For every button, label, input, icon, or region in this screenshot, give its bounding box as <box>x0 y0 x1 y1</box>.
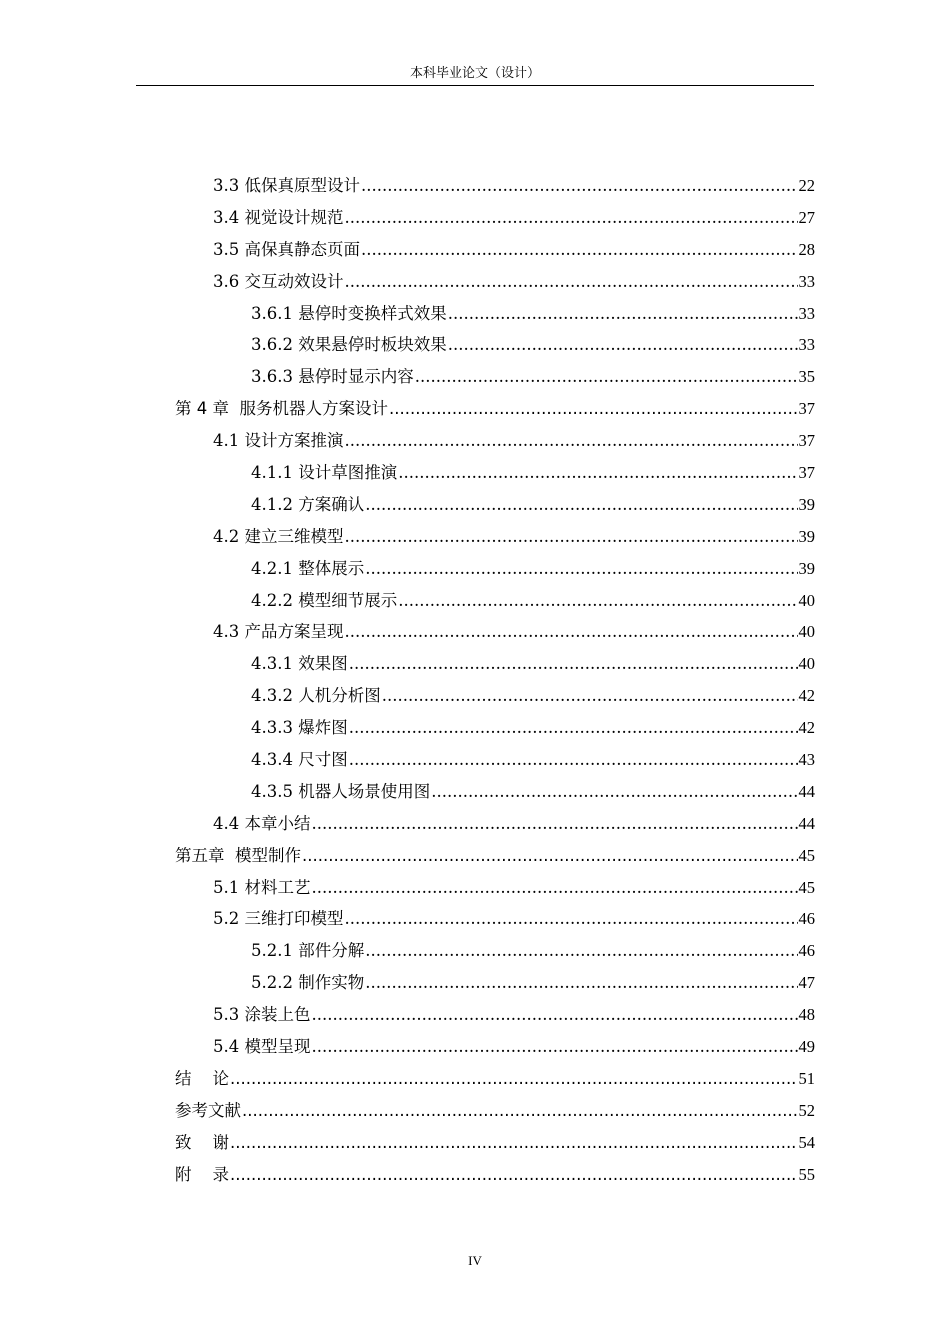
toc-dot-leader <box>365 967 797 999</box>
toc-entry-page: 37 <box>798 399 815 419</box>
toc-entry-label: 4.2.1 整体展示 <box>251 558 365 578</box>
toc-entry-page: 40 <box>798 590 815 610</box>
toc-dot-leader <box>230 1159 798 1191</box>
toc-dot-leader <box>365 935 797 967</box>
toc-dot-leader <box>345 903 798 935</box>
toc-entry[interactable] <box>175 903 815 935</box>
toc-entry-label: 3.6 交互动效设计 <box>213 271 344 291</box>
toc-dot-leader <box>398 585 797 617</box>
toc-entry[interactable] <box>175 298 815 330</box>
toc-entry-page: 44 <box>798 813 815 833</box>
toc-entry[interactable] <box>175 266 815 298</box>
toc-dot-leader <box>312 808 798 840</box>
toc-entry-label: 参考文献 <box>175 1100 241 1120</box>
toc-entry-label: 5.2.1 部件分解 <box>251 941 365 961</box>
toc-entry[interactable] <box>175 840 815 872</box>
toc-entry[interactable] <box>175 1127 815 1159</box>
toc-entry-page: 46 <box>798 909 815 929</box>
toc-entry-label: 5.2 三维打印模型 <box>213 909 344 929</box>
toc-entry-page: 39 <box>798 526 815 546</box>
toc-dot-leader <box>345 425 798 457</box>
toc-entry-label: 4.1.1 设计草图推演 <box>251 463 398 483</box>
toc-dot-leader <box>230 1063 798 1095</box>
toc-entry[interactable] <box>175 521 815 553</box>
toc-entry[interactable] <box>175 170 815 202</box>
toc-dot-leader <box>398 457 797 489</box>
toc-entry-label: 3.4 视觉设计规范 <box>213 207 344 227</box>
toc-entry-label: 5.2.2 制作实物 <box>251 973 365 993</box>
toc-dot-leader <box>345 616 798 648</box>
toc-entry-page: 39 <box>798 494 815 514</box>
toc-entry-page: 42 <box>798 718 815 738</box>
toc-entry-label: 4.1.2 方案确认 <box>251 494 365 514</box>
toc-entry-label: 4.3.4 尺寸图 <box>251 750 348 770</box>
toc-entry-page: 45 <box>798 877 815 897</box>
toc-entry-label: 第五章 模型制作 <box>175 845 301 865</box>
toc-entry[interactable] <box>175 776 815 808</box>
toc-entry-page: 48 <box>798 1005 815 1025</box>
toc-entry-label: 4.3.1 效果图 <box>251 654 348 674</box>
toc-entry[interactable] <box>175 1095 815 1127</box>
toc-entry-page: 51 <box>798 1068 815 1088</box>
toc-entry[interactable] <box>175 999 815 1031</box>
toc-entry-label: 4.2 建立三维模型 <box>213 526 344 546</box>
toc-dot-leader <box>448 298 798 330</box>
toc-dot-leader <box>415 361 798 393</box>
toc-entry[interactable] <box>175 935 815 967</box>
toc-entry-label: 5.1 材料工艺 <box>213 877 311 897</box>
toc-entry-page: 46 <box>798 941 815 961</box>
toc-dot-leader <box>345 202 798 234</box>
toc-entry-page: 37 <box>798 463 815 483</box>
toc-entry-label: 3.3 低保真原型设计 <box>213 176 360 195</box>
toc-entry-label: 3.6.2 效果悬停时板块效果 <box>251 335 447 355</box>
toc-entry-page: 27 <box>798 207 815 227</box>
toc-entry-page: 39 <box>798 558 815 578</box>
toc-dot-leader <box>361 234 798 266</box>
toc-entry[interactable] <box>175 329 815 361</box>
toc-entry-page: 43 <box>798 750 815 770</box>
toc-entry-label: 4.3.5 机器人场景使用图 <box>251 781 431 801</box>
toc-dot-leader <box>349 712 798 744</box>
toc-entry-label: 4.1 设计方案推演 <box>213 431 344 451</box>
toc-dot-leader <box>365 489 797 521</box>
page-number: IV <box>468 1253 482 1268</box>
header-rule <box>136 85 814 86</box>
toc-entry-page: 54 <box>798 1132 815 1152</box>
table-of-contents <box>175 170 815 1191</box>
toc-entry-label: 第 4 章 服务机器人方案设计 <box>175 399 388 419</box>
toc-entry-page: 22 <box>798 176 815 195</box>
toc-entry-page: 52 <box>798 1100 815 1120</box>
toc-dot-leader <box>242 1095 798 1127</box>
toc-entry[interactable] <box>175 1031 815 1063</box>
toc-dot-leader <box>312 999 798 1031</box>
toc-entry-label: 3.6.1 悬停时变换样式效果 <box>251 303 447 323</box>
toc-entry-label: 4.3.2 人机分析图 <box>251 686 381 706</box>
toc-entry-label: 5.3 涂装上色 <box>213 1005 311 1025</box>
toc-entry-page: 40 <box>798 622 815 642</box>
toc-entry-label: 结 论 <box>175 1068 229 1088</box>
toc-entry-label: 4.3 产品方案呈现 <box>213 622 344 642</box>
toc-entry[interactable] <box>175 744 815 776</box>
toc-entry-page: 37 <box>798 431 815 451</box>
toc-entry[interactable] <box>175 393 815 425</box>
toc-entry-page: 45 <box>798 845 815 865</box>
toc-entry[interactable] <box>175 1159 815 1191</box>
toc-dot-leader <box>382 680 798 712</box>
running-header: 本科毕业论文（设计） <box>409 66 540 81</box>
toc-dot-leader <box>361 170 798 202</box>
toc-entry[interactable] <box>175 712 815 744</box>
toc-dot-leader <box>345 266 798 298</box>
toc-entry[interactable] <box>175 234 815 266</box>
toc-entry-label: 致 谢 <box>175 1132 229 1152</box>
toc-entry[interactable] <box>175 616 815 648</box>
toc-entry-page: 33 <box>798 335 815 355</box>
toc-entry-page: 55 <box>798 1164 815 1184</box>
toc-entry[interactable] <box>175 202 815 234</box>
toc-entry-page: 40 <box>798 654 815 674</box>
toc-entry[interactable] <box>175 872 815 904</box>
toc-entry-label: 3.6.3 悬停时显示内容 <box>251 367 414 387</box>
toc-entry-label: 附 录 <box>175 1164 229 1184</box>
toc-entry[interactable] <box>175 680 815 712</box>
toc-dot-leader <box>312 1031 798 1063</box>
toc-entry-page: 33 <box>798 303 815 323</box>
toc-entry-page: 44 <box>798 781 815 801</box>
toc-entry[interactable] <box>175 967 815 999</box>
toc-dot-leader <box>389 393 798 425</box>
toc-entry-page: 47 <box>798 973 815 993</box>
toc-entry-page: 28 <box>798 239 815 259</box>
toc-dot-leader <box>302 840 798 872</box>
toc-entry[interactable] <box>175 489 815 521</box>
toc-dot-leader <box>349 744 798 776</box>
toc-entry[interactable] <box>175 425 815 457</box>
toc-entry-label: 4.4 本章小结 <box>213 813 311 833</box>
toc-dot-leader <box>345 521 798 553</box>
toc-entry-page: 35 <box>798 367 815 387</box>
toc-dot-leader <box>431 776 797 808</box>
toc-entry[interactable] <box>175 808 815 840</box>
toc-entry[interactable] <box>175 648 815 680</box>
toc-entry-page: 42 <box>798 686 815 706</box>
toc-entry-label: 4.3.3 爆炸图 <box>251 718 348 738</box>
toc-entry[interactable] <box>175 1063 815 1095</box>
toc-entry-page: 33 <box>798 271 815 291</box>
toc-entry[interactable] <box>175 553 815 585</box>
toc-entry-page: 49 <box>798 1037 815 1057</box>
toc-entry[interactable] <box>175 361 815 393</box>
toc-entry-label: 3.5 高保真静态页面 <box>213 239 360 259</box>
toc-dot-leader <box>230 1127 798 1159</box>
toc-entry-label: 4.2.2 模型细节展示 <box>251 590 398 610</box>
toc-dot-leader <box>365 553 797 585</box>
toc-dot-leader <box>312 872 798 904</box>
toc-entry[interactable] <box>175 457 815 489</box>
toc-entry[interactable] <box>175 585 815 617</box>
toc-entry-label: 5.4 模型呈现 <box>213 1037 311 1057</box>
toc-dot-leader <box>349 648 798 680</box>
toc-dot-leader <box>448 329 798 361</box>
